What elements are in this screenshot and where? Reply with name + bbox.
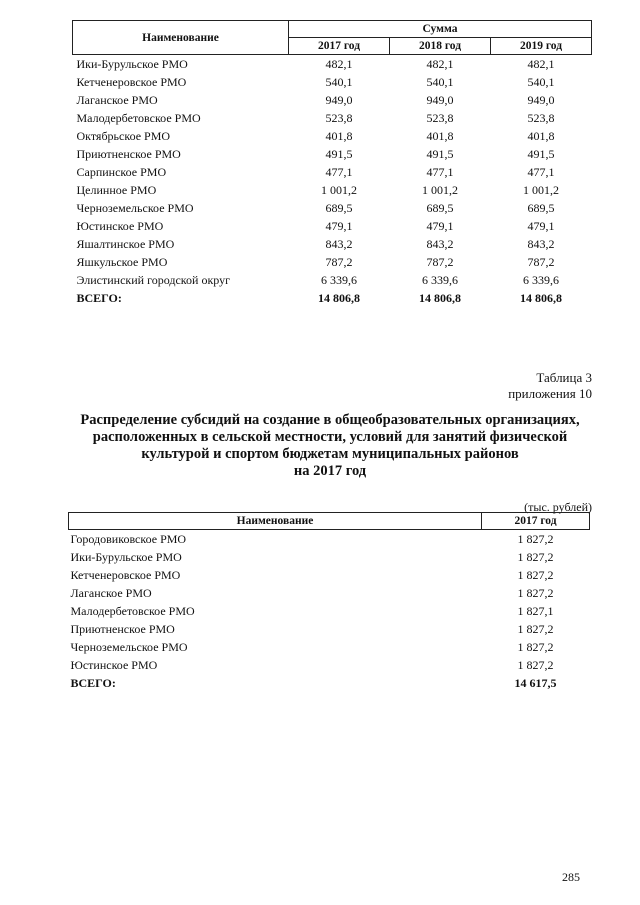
value-2017: 1 827,2 (517, 657, 554, 672)
value-2017: 477,1 (325, 164, 353, 179)
value-2018: 689,5 (426, 200, 454, 215)
row-name: Приютненское РМО (70, 621, 175, 636)
title-line: Распределение субсидий на создание в общеобразовательных организациях, (80, 412, 580, 428)
value-2018: 787,2 (426, 254, 454, 269)
value-2019: 787,2 (527, 254, 555, 269)
table-row (73, 127, 592, 145)
table-row (69, 638, 590, 656)
value-2018: 843,2 (426, 236, 454, 251)
value-2019: 477,1 (527, 164, 555, 179)
value-2019: 540,1 (527, 74, 555, 89)
value-2017: 540,1 (325, 74, 353, 89)
value-2017: 843,2 (325, 236, 353, 251)
row-name: Приютненское РМО (76, 146, 181, 161)
value-2017: 1 827,2 (517, 639, 554, 654)
value-2017: 1 827,2 (517, 621, 554, 636)
value-2017: 787,2 (325, 254, 353, 269)
value-2019: 1 001,2 (523, 182, 559, 197)
column-header-sum: Сумма (289, 21, 592, 38)
value-2017: 491,5 (325, 146, 353, 161)
value-2017: 1 827,2 (517, 567, 554, 582)
row-name: Ики-Бурульское РМО (70, 549, 182, 564)
table-number: Таблица 3 (536, 370, 592, 385)
table-row (73, 271, 592, 289)
value-2017: 401,8 (325, 128, 353, 143)
title-line: расположенных в сельской местности, условий для занятий физической (92, 429, 568, 445)
title-line: культурой и спортом бюджетам муниципальных районов (141, 446, 519, 462)
section-title (60, 412, 600, 480)
value-2018: 482,1 (426, 56, 454, 71)
page-number: 285 (562, 870, 580, 884)
total-2017: 14 617,5 (514, 675, 557, 690)
subsidy-table-2017-2019 (72, 20, 592, 307)
table-row (73, 91, 592, 109)
total-label: ВСЕГО: (76, 290, 122, 305)
value-2017: 1 827,1 (517, 603, 554, 618)
value-2019: 843,2 (527, 236, 555, 251)
total-row (69, 674, 590, 692)
table-row (69, 530, 590, 549)
table-row (69, 656, 590, 674)
row-name: Малодербетовское РМО (70, 603, 195, 618)
value-2018: 949,0 (426, 92, 454, 107)
value-2017: 1 001,2 (321, 182, 357, 197)
column-header-2018: 2018 год (390, 38, 491, 55)
row-name: Элистинский городской округ (76, 272, 231, 287)
column-header-2019: 2019 год (491, 38, 592, 55)
table-row (73, 199, 592, 217)
table-row (73, 73, 592, 91)
table-row (69, 620, 590, 638)
value-2019: 523,8 (527, 110, 555, 125)
column-header-name: Наименование (73, 21, 289, 55)
value-2018: 491,5 (426, 146, 454, 161)
table-row (69, 548, 590, 566)
value-2019: 482,1 (527, 56, 555, 71)
value-2018: 1 001,2 (422, 182, 458, 197)
row-name: Целинное РМО (76, 182, 157, 197)
total-row (73, 289, 592, 307)
value-2019: 689,5 (527, 200, 555, 215)
value-2018: 477,1 (426, 164, 454, 179)
table-row (73, 109, 592, 127)
row-name: Ики-Бурульское РМО (76, 56, 188, 71)
row-name: Кетченеровское РМО (76, 74, 187, 89)
value-2017: 689,5 (325, 200, 353, 215)
value-2019: 491,5 (527, 146, 555, 161)
row-name: Октябрьское РМО (76, 128, 171, 143)
table-row (73, 55, 592, 74)
value-2018: 401,8 (426, 128, 454, 143)
value-2017: 523,8 (325, 110, 353, 125)
total-2019: 14 806,8 (520, 290, 562, 305)
value-2017: 1 827,2 (517, 549, 554, 564)
row-name: Сарпинское РМО (76, 164, 167, 179)
value-2019: 949,0 (527, 92, 555, 107)
value-2017: 479,1 (325, 218, 353, 233)
title-line: на 2017 год (293, 463, 367, 479)
value-2018: 6 339,6 (422, 272, 458, 287)
value-2018: 479,1 (426, 218, 454, 233)
row-name: Черноземельское РМО (76, 200, 194, 215)
row-name: Юстинское РМО (70, 657, 158, 672)
row-name: Яшкульское РМО (76, 254, 168, 269)
table-row (69, 566, 590, 584)
appendix-label: приложения 10 (508, 386, 592, 401)
row-name: Кетченеровское РМО (70, 567, 181, 582)
value-2017: 949,0 (325, 92, 353, 107)
table-row (69, 602, 590, 620)
table-row (73, 235, 592, 253)
table-row (69, 584, 590, 602)
row-name: Черноземельское РМО (70, 639, 188, 654)
table-row (73, 253, 592, 271)
row-name: Яшалтинское РМО (76, 236, 175, 251)
total-label: ВСЕГО: (70, 675, 116, 690)
subsidy-table-2017 (68, 512, 590, 692)
total-2017: 14 806,8 (318, 290, 360, 305)
table-row (73, 145, 592, 163)
column-header-name: Наименование (69, 513, 482, 530)
table-row (73, 181, 592, 199)
value-2017: 6 339,6 (321, 272, 357, 287)
value-2019: 479,1 (527, 218, 555, 233)
value-2017: 482,1 (325, 56, 353, 71)
units-label: (тыс. рублей) (524, 500, 592, 514)
row-name: Лаганское РМО (70, 585, 152, 600)
table-row (73, 163, 592, 181)
value-2017: 1 827,2 (517, 585, 554, 600)
column-header-2017: 2017 год (289, 38, 390, 55)
value-2018: 540,1 (426, 74, 454, 89)
column-header-2017: 2017 год (482, 513, 590, 530)
total-2018: 14 806,8 (419, 290, 461, 305)
value-2017: 1 827,2 (517, 531, 554, 546)
row-name: Юстинское РМО (76, 218, 164, 233)
value-2018: 523,8 (426, 110, 454, 125)
value-2019: 401,8 (527, 128, 555, 143)
value-2019: 6 339,6 (523, 272, 559, 287)
row-name: Городовиковское РМО (70, 531, 187, 546)
table-row (73, 217, 592, 235)
row-name: Лаганское РМО (76, 92, 158, 107)
row-name: Малодербетовское РМО (76, 110, 201, 125)
